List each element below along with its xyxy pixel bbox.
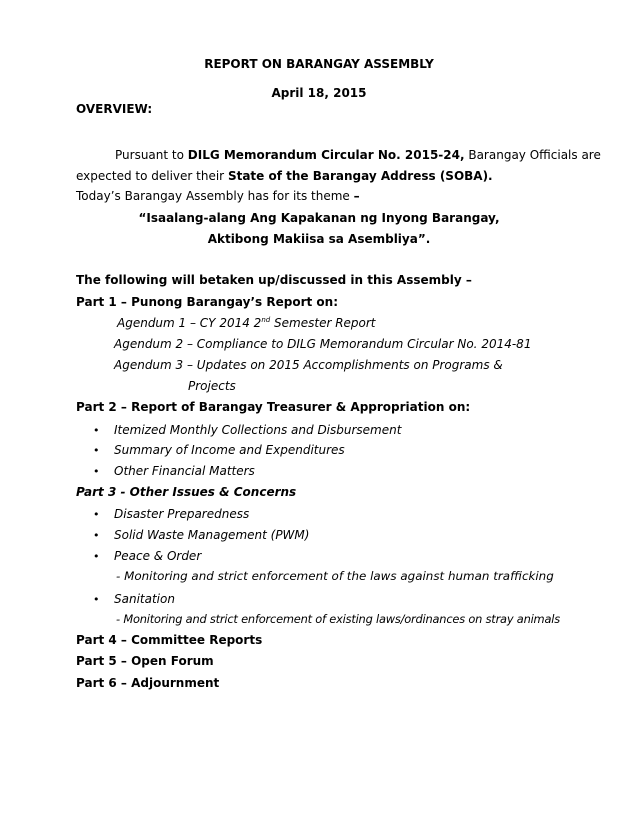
sanitation-note: - Monitoring and strict enforcement of existing laws/ordinances on stray animals bbox=[116, 612, 560, 626]
part-6-heading: Part 6 – Adjournment bbox=[76, 676, 220, 690]
bullet-icon: • bbox=[93, 508, 100, 521]
list-item: Itemized Monthly Collections and Disbursement bbox=[114, 423, 402, 437]
circular-reference: DILG Memorandum Circular No. 2015-24, bbox=[187, 148, 465, 162]
list-item: Summary of Income and Expenditures bbox=[114, 443, 345, 457]
overview-heading: OVERVIEW: bbox=[76, 102, 153, 116]
overview-text: Barangay Officials are bbox=[464, 148, 601, 162]
agenda-intro: The following will betaken up/discussed in this Assembly – bbox=[76, 273, 472, 287]
report-title: REPORT ON BARANGAY ASSEMBLY bbox=[204, 57, 434, 71]
agendum-1-text: Semester Report bbox=[270, 316, 376, 330]
bullet-icon: • bbox=[93, 550, 100, 563]
list-item: Disaster Preparedness bbox=[114, 507, 250, 521]
overview-text: Pursuant to bbox=[115, 148, 188, 162]
report-date: April 18, 2015 bbox=[271, 86, 367, 100]
agendum-3-continued: Projects bbox=[188, 379, 236, 393]
bullet-icon: • bbox=[93, 529, 100, 542]
part-2-heading: Part 2 – Report of Barangay Treasurer & Appropriation on: bbox=[76, 400, 471, 414]
agendum-2: Agendum 2 – Compliance to DILG Memorandum Circular No. 2014-81 bbox=[114, 337, 532, 351]
part-5-heading: Part 5 – Open Forum bbox=[76, 654, 214, 668]
list-item: Sanitation bbox=[114, 592, 175, 606]
part-1-heading: Part 1 – Punong Barangay’s Report on: bbox=[76, 295, 338, 309]
overview-text: expected to deliver their bbox=[76, 169, 228, 183]
overview-text: Today’s Barangay Assembly has for its theme bbox=[76, 189, 354, 203]
overview-line-3 bbox=[76, 190, 360, 202]
part-3-heading: Part 3 - Other Issues & Concerns bbox=[76, 485, 297, 499]
dash: – bbox=[353, 189, 360, 203]
bullet-icon: • bbox=[93, 444, 100, 457]
bullet-icon: • bbox=[93, 424, 100, 437]
bullet-icon: • bbox=[93, 593, 100, 606]
list-item: Peace & Order bbox=[114, 549, 202, 563]
list-item: Solid Waste Management (PWM) bbox=[114, 528, 310, 542]
theme-line-1: “Isaalang-alang Ang Kapakanan ng Inyong Barangay, bbox=[138, 211, 500, 225]
overview-line-2 bbox=[76, 170, 493, 182]
agendum-1-text: Agendum 1 – CY 2014 2 bbox=[117, 316, 262, 330]
list-item: Other Financial Matters bbox=[114, 464, 255, 478]
agendum-3: Agendum 3 – Updates on 2015 Accomplishments on Programs & bbox=[114, 358, 503, 372]
soba-reference: State of the Barangay Address (SOBA). bbox=[227, 169, 493, 183]
peace-order-note: - Monitoring and strict enforcement of the laws against human trafficking bbox=[116, 569, 554, 583]
theme-line-2: Aktibong Makiisa sa Asembliya”. bbox=[207, 232, 431, 246]
overview-line-1 bbox=[115, 148, 601, 162]
bullet-icon: • bbox=[93, 465, 100, 478]
ordinal-suffix: nd bbox=[261, 316, 271, 324]
agendum-1 bbox=[117, 317, 376, 329]
part-4-heading: Part 4 – Committee Reports bbox=[76, 633, 263, 647]
